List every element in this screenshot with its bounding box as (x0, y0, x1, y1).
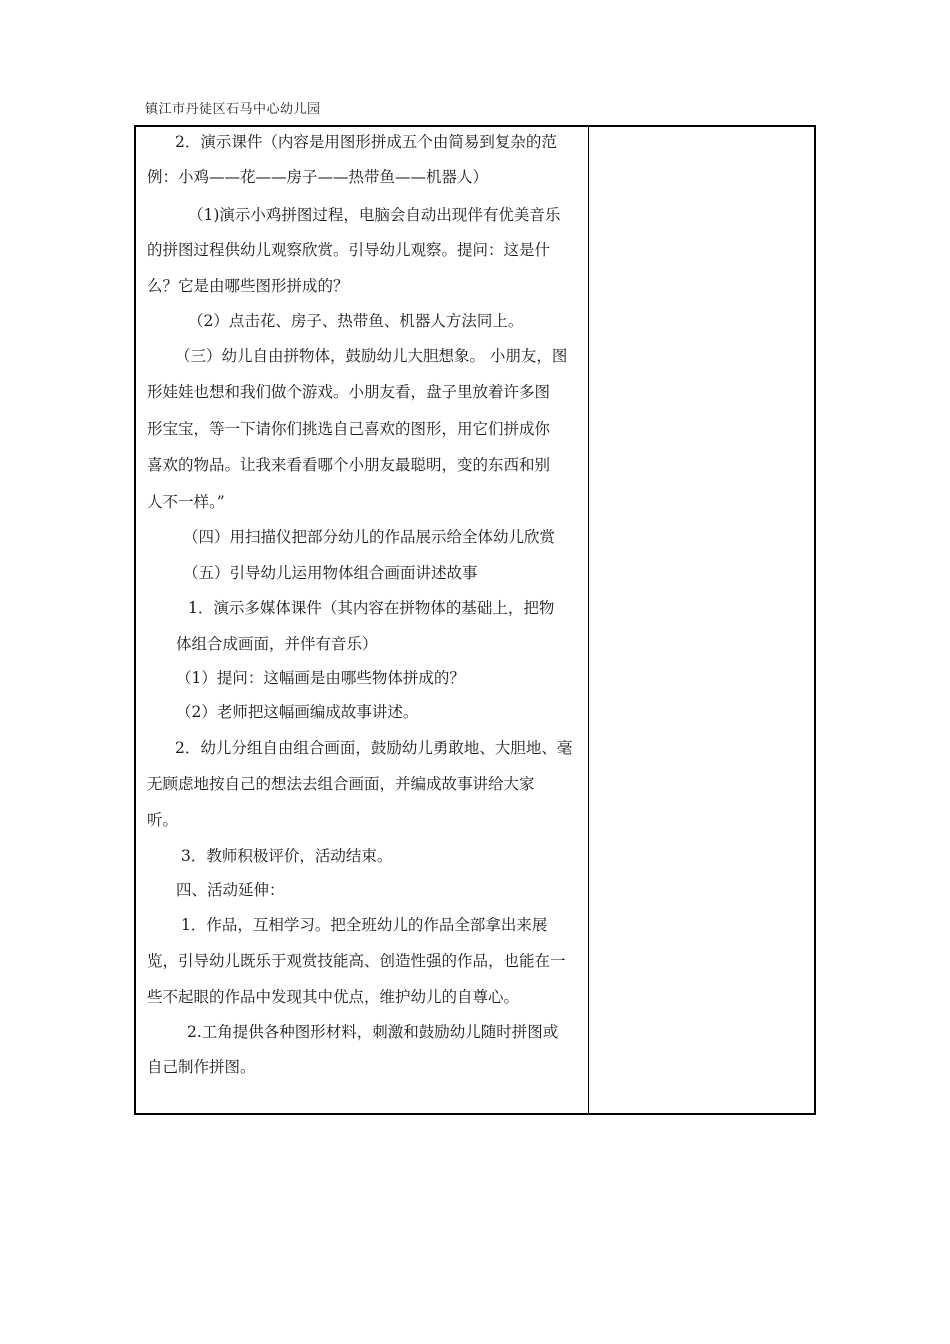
text-line: 无顾虑地按自己的想法去组合画面，并编成故事讲给大家 (147, 775, 535, 793)
text-line: 形宝宝，等一下请你们挑选自己喜欢的图形，用它们拼成你 (147, 420, 551, 438)
text-line: （五）引导幼儿运用物体组合画面讲述故事 (183, 564, 478, 582)
text-line: 人不一样。” (147, 493, 225, 511)
text-line: （四）用扫描仪把部分幼儿的作品展示给全体幼儿欣赏 (183, 528, 556, 546)
text-line: （三）幼儿自由拼物体，鼓励幼儿大胆想象。 小朋友，图 (175, 347, 568, 365)
text-line: 四、活动延伸： (176, 881, 285, 899)
text-line: 听。 (147, 811, 179, 829)
text-line: 的拼图过程供幼儿观察欣赏。引导幼儿观察。提问：这是什 (147, 241, 551, 259)
text-line: 么？它是由哪些图形拼成的？ (147, 277, 349, 295)
text-line: （2）点击花、房子、热带鱼、机器人方法同上。 (188, 312, 524, 330)
text-line: 览，引导幼儿既乐于观赏技能高、创造性强的作品，也能在一 (147, 952, 566, 970)
text-line: 2.工角提供各种图形材料，刺激和鼓励幼儿随时拼图或 (187, 1023, 559, 1041)
text-line: 2．幼儿分组自由组合画面，鼓励幼儿勇敢地、大胆地、毫 (175, 739, 573, 757)
text-line: 喜欢的物品。让我来看看哪个小朋友最聪明，变的东西和别 (147, 456, 551, 474)
notes-cell (589, 127, 814, 1113)
school-header: 镇江市丹徒区石马中心幼儿园 (145, 102, 321, 117)
text-line: 3．教师积极评价，活动结束。 (181, 847, 393, 865)
text-line: （1）提问：这幅画是由哪些物体拼成的？ (176, 669, 465, 687)
text-line: （1)演示小鸡拼图过程，电脑会自动出现伴有优美音乐 (188, 206, 561, 224)
text-line: 形娃娃也想和我们做个游戏。小朋友看，盘子里放着许多图 (147, 383, 551, 401)
text-line: 些不起眼的作品中发现其中优点，维护幼儿的自尊心。 (147, 988, 520, 1006)
text-line: 自己制作拼图。 (147, 1058, 256, 1076)
text-line: 1．作品，互相学习。把全班幼儿的作品全部拿出来展 (181, 916, 548, 934)
text-line: 2．演示课件（内容是用图形拼成五个由简易到复杂的范 (175, 133, 557, 151)
lesson-content-cell (136, 127, 589, 1113)
text-line: 1．演示多媒体课件（其内容在拼物体的基础上，把物 (188, 599, 555, 617)
text-line: 体组合成画面，并伴有音乐） (176, 635, 378, 653)
text-line: 例：小鸡——花——房子——热带鱼——机器人） (147, 168, 489, 186)
lesson-table (134, 125, 816, 1115)
text-line: （2）老师把这幅画编成故事讲述。 (176, 703, 419, 721)
